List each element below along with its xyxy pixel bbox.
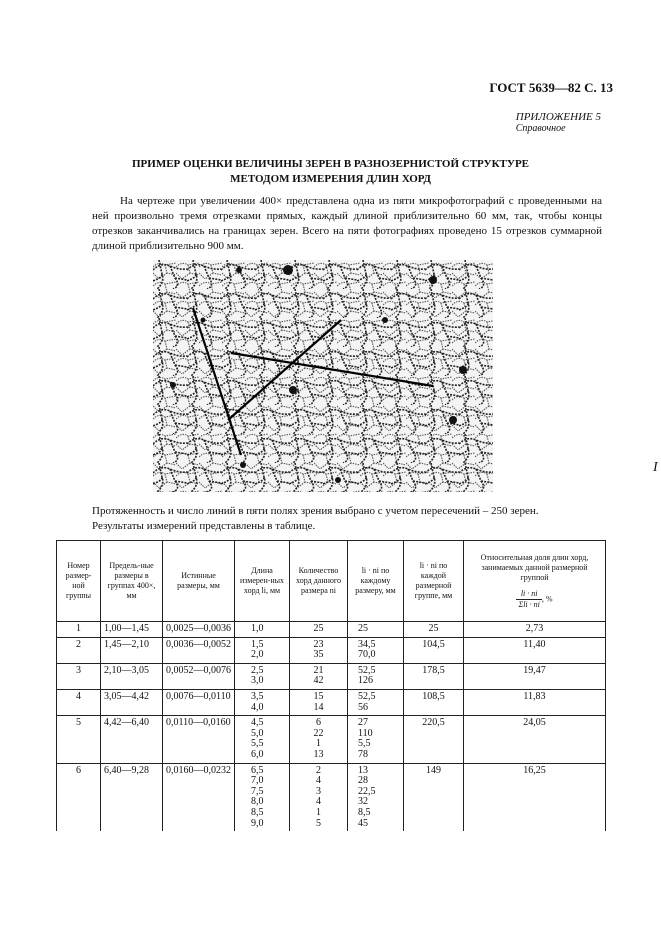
table-row [57, 689, 606, 715]
share-suffix: , % [541, 593, 553, 603]
cell-chord-count: 25 [290, 622, 348, 638]
table-row [57, 663, 606, 689]
cell-product-size: 27 110 5,5 78 [348, 716, 404, 763]
title-line-2: МЕТОДОМ ИЗМЕРЕНИЯ ДЛИН ХОРД [230, 173, 431, 185]
table-row [57, 637, 606, 663]
cell-chord-length: 2,5 3,0 [235, 663, 290, 689]
cell-true-size: 0,0110—0,0160 [163, 716, 235, 763]
cell-limit-range: 4,42—6,40 [101, 716, 163, 763]
appendix-label [516, 111, 601, 134]
appendix-number: ПРИЛОЖЕНИЕ 5 [515, 111, 601, 123]
results-text [92, 504, 602, 534]
cell-chord-count: 6 22 1 13 [290, 716, 348, 763]
page-header: ГОСТ 5639—82 С. 13 [489, 80, 613, 95]
cell-chord-count: 2 4 3 4 1 5 [290, 763, 348, 831]
cell-product-size: 34,5 70,0 [348, 637, 404, 663]
cell-limit-range: 6,40—9,28 [101, 763, 163, 831]
share-denominator: Σli · ni [518, 599, 540, 609]
col-header-range: Предель-ные размеры в группах 400×, мм [101, 541, 163, 622]
cell-chord-length: 4,5 5,0 5,5 6,0 [235, 716, 290, 763]
share-formula [467, 589, 602, 610]
cell-share-value: 16,25 [464, 763, 606, 831]
cell-share-value: 24,05 [464, 716, 606, 763]
cell-chord-count: 23 35 [290, 637, 348, 663]
intro-text: На чертеже при увеличении 400× представлена одна из пяти микрофотографий с проведенными на ней произвольно тремя отрезками прямых, каждый длиной приблизительно 60 мм, так, чтобы концы отрезков заканчивались на границах зерен. Всего на пяти фотографиях проведено 15 отрезков суммарной длиной приблизительно 900 мм. [92, 195, 602, 252]
cell-true-size: 0,0036—0,0052 [163, 637, 235, 663]
col-header-true-size: Истинные размеры, мм [163, 541, 235, 622]
cell-limit-range: 1,45—2,10 [101, 637, 163, 663]
col-header-product-group: li · ni по каждой размерной группе, мм [404, 541, 464, 622]
cell-true-size: 0,0025—0,0036 [163, 622, 235, 638]
cell-true-size: 0,0076—0,0110 [163, 689, 235, 715]
col-header-share [464, 541, 606, 622]
cell-product-size: 52,5 126 [348, 663, 404, 689]
cell-group-number: 5 [57, 716, 101, 763]
cell-product-size: 25 [348, 622, 404, 638]
cell-product-size: 13 28 22,5 32 8,5 45 [348, 763, 404, 831]
cell-group-number: 1 [57, 622, 101, 638]
margin-mark: I [653, 460, 658, 475]
title-line-1: ПРИМЕР ОЦЕНКИ ВЕЛИЧИНЫ ЗЕРЕН В РАЗНОЗЕРНИСТОЙ СТРУКТУРЕ [131, 158, 530, 170]
results-line-2: Результаты измерений представлены в таблице. [92, 520, 316, 532]
cell-chord-count: 21 42 [290, 663, 348, 689]
cell-limit-range: 2,10—3,05 [101, 663, 163, 689]
cell-true-size: 0,0160—0,0232 [163, 763, 235, 831]
cell-group-number: 2 [57, 637, 101, 663]
share-numerator: li · ni [516, 589, 541, 600]
cell-group-number: 4 [57, 689, 101, 715]
cell-share-value: 11,83 [464, 689, 606, 715]
cell-product-size: 52,5 56 [348, 689, 404, 715]
intro-paragraph [92, 194, 602, 254]
table-row [57, 763, 606, 831]
cell-share-value: 2,73 [464, 622, 606, 638]
share-fraction [516, 589, 541, 610]
cell-product-group: 108,5 [404, 689, 464, 715]
table-row [57, 716, 606, 763]
page-title [0, 157, 661, 187]
cell-chord-length: 1,0 [235, 622, 290, 638]
cell-product-group: 220,5 [404, 716, 464, 763]
cell-product-group: 104,5 [404, 637, 464, 663]
col-header-chord-count: Количество хорд данного размера ni [290, 541, 348, 622]
cell-share-value: 11,40 [464, 637, 606, 663]
share-header-text: Относительная доля длин хорд, занимаемых данной размерной группой [480, 552, 589, 582]
cell-group-number: 6 [57, 763, 101, 831]
cell-group-number: 3 [57, 663, 101, 689]
cell-limit-range: 3,05—4,42 [101, 689, 163, 715]
col-header-chord-length: Длина измерен-ных хорд li, мм [235, 541, 290, 622]
col-header-group: Номер размер-ной группы [57, 541, 101, 622]
cell-chord-count: 15 14 [290, 689, 348, 715]
micrograph-image [153, 260, 493, 492]
cell-true-size: 0,0052—0,0076 [163, 663, 235, 689]
cell-product-group: 178,5 [404, 663, 464, 689]
table-row [57, 622, 606, 638]
cell-product-group: 149 [404, 763, 464, 831]
appendix-type: Справочное [515, 123, 566, 134]
cell-chord-length: 1,5 2,0 [235, 637, 290, 663]
cell-chord-length: 6,5 7,0 7,5 8,0 8,5 9,0 [235, 763, 290, 831]
col-header-product-size: li · ni по каждому размеру, мм [348, 541, 404, 622]
cell-chord-length: 3,5 4,0 [235, 689, 290, 715]
cell-share-value: 19,47 [464, 663, 606, 689]
table-header-row [57, 541, 606, 622]
cell-limit-range: 1,00—1,45 [101, 622, 163, 638]
cell-product-group: 25 [404, 622, 464, 638]
measurement-table [56, 540, 606, 831]
results-line-1: Протяженность и число линий в пяти полях зрения выбрано с учетом пересечений – 250 зерен. [92, 505, 539, 517]
